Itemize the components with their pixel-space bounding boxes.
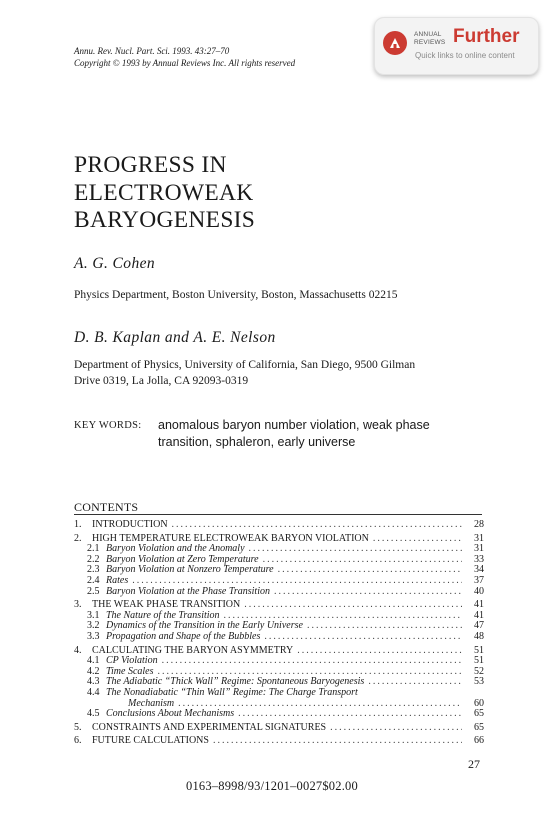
toc-leader-dots <box>238 709 462 720</box>
toc-page: 65 <box>474 721 484 733</box>
toc-number: 6. <box>74 735 82 747</box>
toc-leader-dots <box>264 632 462 643</box>
toc-page: 37 <box>474 574 484 586</box>
toc-leader-dots <box>132 576 462 587</box>
article-code: 0163–8998/93/1201–0027$02.00 <box>186 779 358 793</box>
article-title: PROGRESS IN ELECTROWEAK BARYOGENESIS <box>74 152 256 233</box>
toc-title: The Nonadiabatic “Thin Wall” Regime: The Charge Transport <box>106 686 358 698</box>
toc-leader-dots <box>162 656 462 667</box>
toc-leader-dots <box>307 621 462 632</box>
further-label: Further <box>453 26 520 47</box>
toc-number: 3.3 <box>87 630 100 642</box>
toc-title: CP Violation <box>106 655 158 667</box>
toc-title: Baryon Violation and the Anomaly <box>106 543 245 555</box>
toc-title: Dynamics of the Transition in the Early Universe <box>106 620 303 632</box>
toc-title: The Nature of the Transition <box>106 609 220 621</box>
toc-title: CALCULATING THE BARYON ASYMMETRY <box>92 644 294 656</box>
toc-number: 2.1 <box>87 543 100 555</box>
toc-title: THE WEAK PHASE TRANSITION <box>92 599 241 611</box>
toc-entry <box>74 688 484 699</box>
toc-number: 4.2 <box>87 665 100 677</box>
toc-title: Time Scales <box>106 665 154 677</box>
toc-page: 31 <box>474 543 484 555</box>
toc-entry <box>74 520 484 531</box>
keywords-text: anomalous baryon number violation, weak phase transition, sphaleron, early universe <box>158 418 430 449</box>
toc-entry <box>74 576 484 587</box>
keywords-label: KEY WORDS: <box>74 420 142 431</box>
toc-title: Baryon Violation at Nonzero Temperature <box>106 564 274 576</box>
toc-number: 2.3 <box>87 564 100 576</box>
toc-page: 40 <box>474 585 484 597</box>
toc-title: The Adiabatic “Thick Wall” Regime: Spontaneous Baryogenesis <box>106 676 365 688</box>
toc-page: 65 <box>474 708 484 720</box>
toc-number: 2.5 <box>87 585 100 597</box>
toc-leader-dots <box>244 600 462 611</box>
toc-entry <box>74 632 484 643</box>
toc-number: 4.4 <box>87 686 100 698</box>
toc-leader-dots <box>213 736 462 747</box>
toc-number: 4.5 <box>87 708 100 720</box>
toc-entry <box>74 736 484 747</box>
toc-number: 4.3 <box>87 676 100 688</box>
toc-number: 2. <box>74 532 82 544</box>
toc-number: 3.1 <box>87 609 100 621</box>
toc-leader-dots <box>274 587 462 598</box>
toc-title: Propagation and Shape of the Bubbles <box>106 630 261 642</box>
toc-title: INTRODUCTION <box>92 519 168 530</box>
toc-page: 52 <box>474 665 484 677</box>
toc-page: 66 <box>474 735 484 747</box>
toc-title: Conclusions About Mechanisms <box>106 708 235 720</box>
toc-title: Mechanism <box>128 697 175 709</box>
toc-page: 31 <box>474 532 484 544</box>
toc-page: 41 <box>474 599 484 611</box>
page-number: 27 <box>468 757 480 771</box>
toc-number: 4.1 <box>87 655 100 667</box>
contents-rule <box>74 514 482 515</box>
annual-reviews-logo-icon <box>383 31 407 55</box>
toc-page: 33 <box>474 553 484 565</box>
affiliation-boston: Physics Department, Boston University, Boston, Massachusetts 02215 <box>74 289 398 301</box>
toc-page: 51 <box>474 655 484 667</box>
toc-title: CONSTRAINTS AND EXPERIMENTAL SIGNATURES <box>92 721 327 733</box>
toc-leader-dots <box>368 677 462 688</box>
toc-page: 51 <box>474 644 484 656</box>
toc-title: Baryon Violation at Zero Temperature <box>106 553 259 565</box>
toc-leader-dots <box>330 723 462 734</box>
toc-number: 3.2 <box>87 620 100 632</box>
copyright-line: Copyright © 1993 by Annual Reviews Inc. All rights reserved <box>74 58 296 68</box>
toc-leader-dots <box>297 646 462 657</box>
toc-number: 3. <box>74 599 82 611</box>
toc-number: 2.4 <box>87 574 100 586</box>
toc-page: 48 <box>474 630 484 642</box>
further-tagline: Quick links to online content <box>415 51 515 60</box>
toc-leader-dots <box>373 534 462 545</box>
toc-page: 34 <box>474 564 484 576</box>
toc-title: Baryon Violation at the Phase Transition <box>106 585 270 597</box>
contents-heading: CONTENTS <box>74 500 139 514</box>
toc-page: 28 <box>474 519 484 530</box>
journal-header <box>74 45 295 69</box>
toc-number: 1. <box>74 519 82 530</box>
table-of-contents <box>74 517 484 747</box>
toc-title: Rates <box>106 574 129 586</box>
journal-citation: Annu. Rev. Nucl. Part. Sci. 1993. 43:27–70 <box>74 46 230 56</box>
toc-leader-dots <box>249 544 462 555</box>
author-cohen: A. G. Cohen <box>74 255 156 272</box>
toc-entry <box>74 587 484 598</box>
toc-entry <box>74 709 484 720</box>
toc-number: 4. <box>74 644 82 656</box>
toc-leader-dots <box>278 565 462 576</box>
toc-title: HIGH TEMPERATURE ELECTROWEAK BARYON VIOLATION <box>92 532 369 544</box>
toc-number: 5. <box>74 721 82 733</box>
toc-page: 41 <box>474 609 484 621</box>
toc-number: 2.2 <box>87 553 100 565</box>
toc-page: 47 <box>474 620 484 632</box>
further-banner[interactable] <box>374 17 539 75</box>
toc-page: 60 <box>474 697 484 709</box>
toc-entry <box>74 565 484 576</box>
toc-entry <box>74 723 484 734</box>
annual-reviews-wordmark: ANNUAL REVIEWS <box>414 31 446 46</box>
toc-leader-dots <box>263 555 462 566</box>
toc-title: FUTURE CALCULATIONS <box>92 735 209 747</box>
affiliation-ucsd: Department of Physics, University of California, San Diego, 9500 Gilman Drive 0319, La Jolla, CA 92093-0319 <box>74 359 416 387</box>
author-kaplan-nelson: D. B. Kaplan and A. E. Nelson <box>74 329 276 346</box>
toc-page: 53 <box>474 676 484 688</box>
toc-leader-dots <box>172 520 462 531</box>
